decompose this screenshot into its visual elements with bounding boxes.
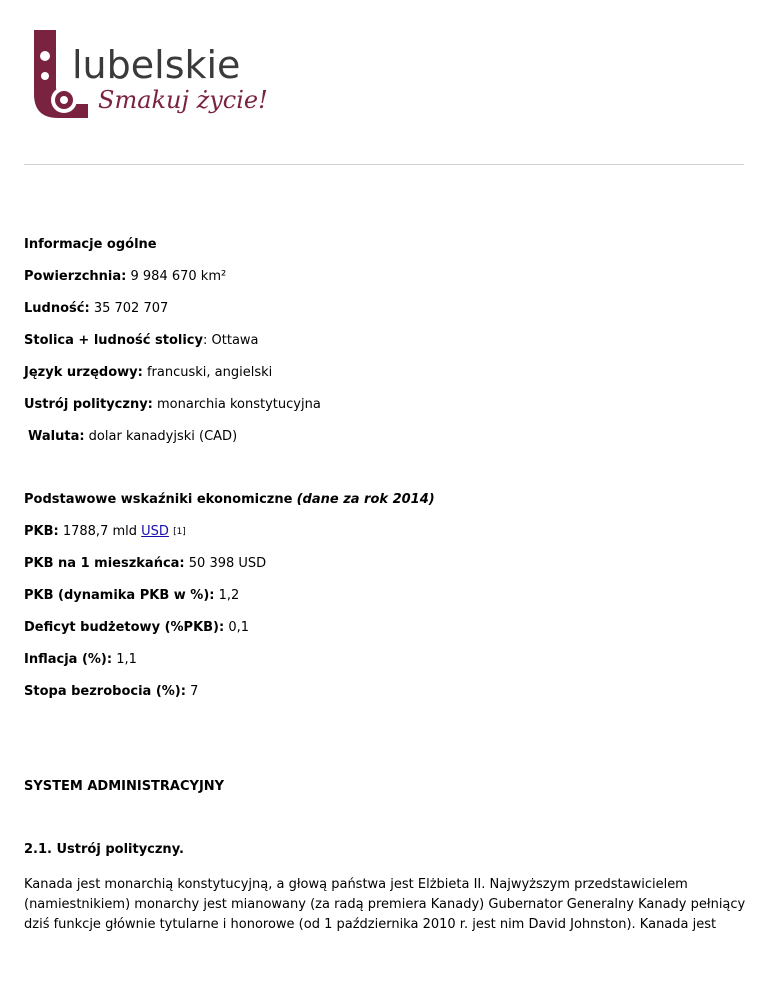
general-heading: Informacje ogólne (24, 237, 157, 252)
admin-heading: SYSTEM ADMINISTRACYJNY (24, 779, 225, 794)
inflation-row (24, 652, 137, 668)
capital-row (24, 333, 259, 349)
population-label: Ludność: (24, 301, 90, 316)
currency-label: Waluta: (28, 429, 85, 444)
currency-row (28, 429, 237, 445)
gdp-per-capita-row (24, 556, 266, 572)
unemployment-row (24, 684, 198, 700)
paragraph-line: Kanada jest monarchią konstytucyjną, a głową państwa jest Elżbieta II. Najwyższym przedstawicielem (24, 877, 688, 892)
system-row (24, 397, 321, 413)
area-value: 9 984 670 km² (126, 269, 227, 284)
system-label: Ustrój polityczny: (24, 397, 153, 412)
population-value: 35 702 707 (89, 301, 169, 316)
lubelskie-logo (28, 26, 268, 126)
usd-link[interactable]: USD (141, 524, 169, 539)
language-label: Język urzędowy: (24, 365, 143, 380)
unemployment-value: 7 (185, 684, 199, 699)
logo-tagline: Smakuj życie! (98, 86, 268, 114)
inflation-value: 1,1 (112, 652, 137, 667)
inflation-label: Inflacja (%): (24, 652, 113, 667)
currency-value: dolar kanadyjski (CAD) (84, 429, 238, 444)
political-system-paragraph (24, 875, 746, 935)
population-row (24, 301, 168, 317)
deficit-row (24, 620, 249, 636)
language-row (24, 365, 272, 381)
capital-value: : Ottawa (203, 333, 259, 348)
gdp-per-capita-label: PKB na 1 mieszkańca: (24, 556, 185, 571)
economy-heading-note: (dane za rok 2014) (296, 492, 435, 507)
deficit-label: Deficyt budżetowy (%PKB): (24, 620, 225, 635)
footnote-ref[interactable]: [1] (173, 527, 186, 537)
section-subheading: 2.1. Ustrój polityczny. (24, 842, 184, 857)
gdp-per-capita-value: 50 398 USD (184, 556, 267, 571)
gdp-growth-label: PKB (dynamika PKB w %): (24, 588, 215, 603)
paragraph-line: dziś funkcje głównie tytularne i honorowe (od 1 października 2010 r. jest nim David Johnston). Kanada jest (24, 917, 717, 932)
area-row (24, 269, 226, 285)
capital-label: Stolica + ludność stolicy (24, 333, 203, 348)
header-divider (24, 164, 744, 165)
area-label: Powierzchnia: (24, 269, 127, 284)
lubelskie-logo-graphic (28, 26, 268, 126)
economy-heading: Podstawowe wskaźniki ekonomiczne (dane za rok 2014) (24, 492, 435, 507)
logo-wordmark: lubelskie (72, 43, 241, 87)
language-value: francuski, angielski (142, 365, 273, 380)
gdp-value: 1788,7 mld (58, 524, 142, 539)
deficit-value: 0,1 (224, 620, 249, 635)
gdp-growth-value: 1,2 (214, 588, 240, 603)
gdp-label: PKB: (24, 524, 59, 539)
gdp-row (24, 524, 186, 540)
paragraph-line: (namiestnikiem) monarchy jest mianowany (za radą premiera Kanady) Gubernator Generalny Kanady pełniący (24, 897, 746, 912)
gdp-growth-row (24, 588, 239, 604)
unemployment-label: Stopa bezrobocia (%): (24, 684, 186, 699)
system-value: monarchia konstytucyjna (152, 397, 321, 412)
